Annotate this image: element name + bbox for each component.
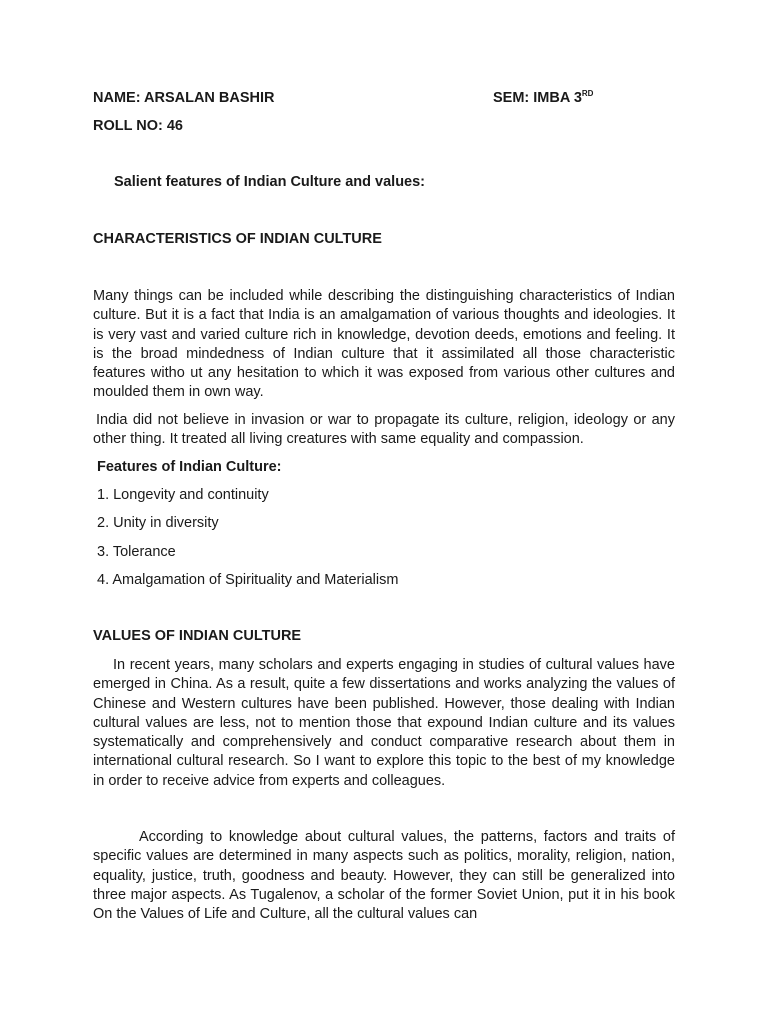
values-paragraph-1: In recent years, many scholars and experts engaging in studies of cultural values have emerged in China. As a result, quite a few dissertations and works analyzing the values of Chinese and Western cultures have been published. However, those dealing with Indian cultural values are less, not to mention those that expound Indian culture and its values systematically and comprehensively and conduct comparative research about them in international cultural research. So I want to explore this topic to the best of my knowledge in order to receive advice from experts and colleagues. — [93, 657, 675, 789]
student-name: NAME: ARSALAN BASHIR — [93, 90, 275, 106]
section-heading-characteristics: CHARACTERISTICS OF INDIAN CULTURE — [93, 231, 382, 247]
semester-label — [493, 90, 593, 106]
semester-superscript: RD — [581, 89, 594, 99]
feature-item: 4. Amalgamation of Spirituality and Materialism — [97, 572, 399, 588]
semester-text: SEM: IMBA 3 — [493, 90, 582, 106]
characteristics-paragraph: Many things can be included while describing the distinguishing characteristics of Indian culture. But it is a fact that India is an amalgamation of various thoughts and ideologies. It is very vast and varied culture rich in knowledge, devotion deeds, emotions and feeling. It is the broad mindedness of Indian culture that it assimilated all those characteristic features witho ut any hesitation to which it was exposed from various other cultures and moulded them in own way. — [93, 288, 675, 401]
values-paragraph-2: According to knowledge about cultural values, the patterns, factors and traits of specific values are determined in many aspects such as politics, morality, religion, nation, equality, justice, truth, goodness and beauty. However, they can still be generalized into three major aspects. As Tugalenov, a scholar of the former Soviet Union, put it in his book On the Values of Life and Culture, all the cultural values can — [93, 829, 675, 923]
invasion-paragraph: India did not believe in invasion or war to propagate its culture, religion, ideology or any other thing. It treated all living creatures with same equality and compassion. — [93, 412, 675, 448]
section-heading-values: VALUES OF INDIAN CULTURE — [93, 628, 302, 644]
feature-item: 3. Tolerance — [97, 544, 176, 560]
features-heading: Features of Indian Culture: — [97, 459, 282, 475]
document-subtitle: Salient features of Indian Culture and values: — [114, 174, 426, 190]
feature-item: 2. Unity in diversity — [97, 515, 219, 531]
feature-item: 1. Longevity and continuity — [97, 487, 269, 503]
roll-number: ROLL NO: 46 — [93, 118, 183, 134]
